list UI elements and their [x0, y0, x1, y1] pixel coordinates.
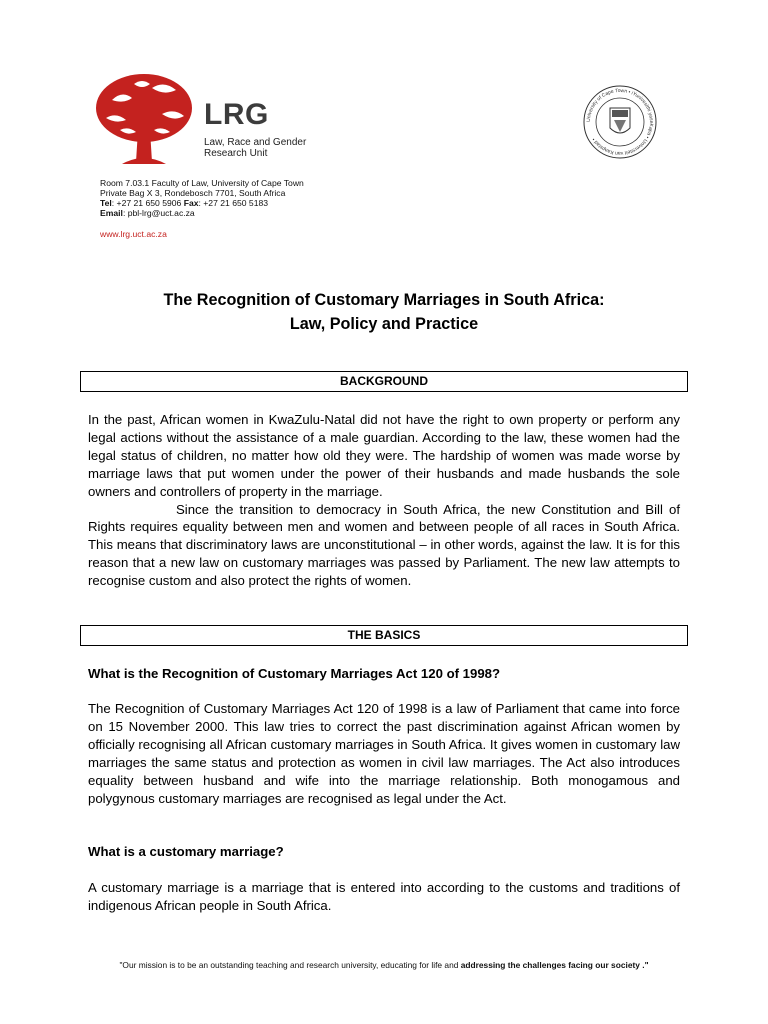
mission-footer: "Our mission is to be an outstanding teaching and research university, educating for life and addressing the challenges facing our society ."	[119, 960, 649, 970]
address-line: Private Bag X 3, Rondebosch 7701, South Africa	[100, 188, 286, 198]
website-link[interactable]: www.lrg.uct.ac.za	[100, 229, 167, 239]
background-paragraph: In the past, African women in KwaZulu-Natal did not have the right to own property or perform any legal actions without the assistance of a male guardian. According to the law, these women had the legal status of children, no matter how old they were. The hardship of women was made worse by marriage laws that put women under the power of their husbands and made husbands the sole owners and controllers of property in the marriage. Since the transition to democracy in South Africa, the new Constitution and Bill of Rights requires equality between men and women and between people of all races in South Africa. This means that discriminatory laws are unconstitutional – in other words, against the law. It is for this reason that a new law on customary marriages was passed by Parliament. The new law attempts to recognise custom and also protect the rights of women.	[88, 412, 680, 589]
seal-ring-text: University of Cape Town • iYunivesithi yaseKapa • Universiteit van Kaapstad •	[585, 87, 655, 157]
section-heading-background: BACKGROUND	[80, 371, 688, 392]
university-seal-icon	[582, 84, 658, 160]
letterhead	[92, 70, 362, 250]
email-line: Email: pbl-lrg@uct.ac.za	[100, 208, 195, 218]
question-heading: What is a customary marriage?	[88, 844, 284, 859]
answer-paragraph: The Recognition of Customary Marriages Act 120 of 1998 is a law of Parliament that came into force on 15 November 2000. This law tries to correct the past discrimination against African women by officially recognising all African customary marriages in South Africa. It gives women in customary law marriages the same status and protection as women in civil law marriages. The Act also introduces equality between husband and wife into the marriage relationship. Both monogamous and polygynous customary marriages are recognised as legal under the Act.	[88, 701, 680, 806]
lrg-tree-logo-icon	[92, 70, 197, 170]
section-heading-basics: THE BASICS	[80, 625, 688, 646]
org-abbreviation: LRG	[204, 98, 269, 131]
answer-paragraph: A customary marriage is a marriage that is entered into according to the customs and traditions of indigenous African people in South Africa.	[88, 880, 680, 913]
org-name: Law, Race and Gender Research Unit	[204, 137, 307, 159]
document-title: The Recognition of Customary Marriages in South Africa: Law, Policy and Practice	[163, 291, 605, 333]
address-line: Room 7.03.1 Faculty of Law, University of Cape Town	[100, 178, 304, 188]
contact-details	[100, 178, 400, 218]
question-heading: What is the Recognition of Customary Marriages Act 120 of 1998?	[88, 666, 501, 681]
phone-line: Tel: +27 21 650 5906 Fax: +27 21 650 5183	[100, 198, 269, 208]
